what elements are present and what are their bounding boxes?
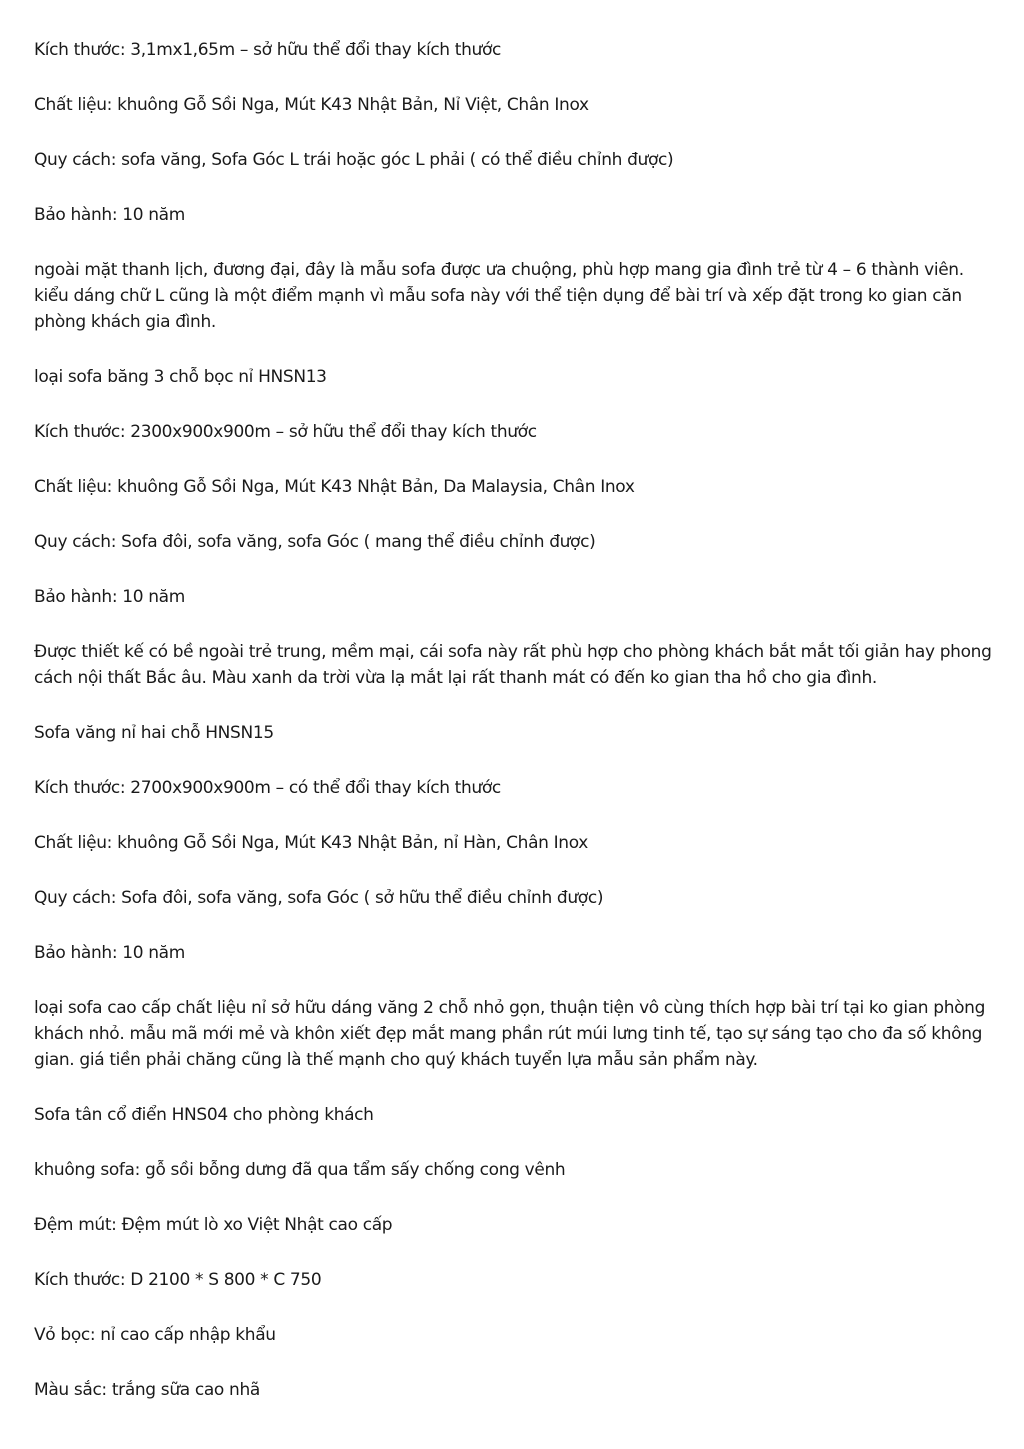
document-body	[34, 37, 994, 1432]
paragraph: Quy cách: sofa văng, Sofa Góc L trái hoặc góc L phải ( có thể điều chỉnh được)	[34, 150, 674, 170]
paragraph: Bảo hành: 10 năm	[34, 587, 185, 607]
paragraph: Sofa tân cổ điển HNS04 cho phòng khách	[34, 1105, 374, 1125]
paragraph: ngoài mặt thanh lịch, đương đại, đây là mẫu sofa được ưa chuộng, phù hợp mang gia đình trẻ từ 4 – 6 thành viên. kiểu dáng chữ L cũng là một điểm mạnh vì mẫu sofa này với thể tiện dụng để bài trí và xếp đặt trong ko gian căn phòng khách gia đình.	[34, 260, 964, 332]
paragraph: Bảo hành: 10 năm	[34, 205, 185, 225]
paragraph: Vỏ bọc: nỉ cao cấp nhập khẩu	[34, 1325, 276, 1345]
paragraph: Quy cách: Sofa đôi, sofa văng, sofa Góc ( sở hữu thể điều chỉnh được)	[34, 888, 604, 908]
paragraph: Chất liệu: khuông Gỗ Sồi Nga, Mút K43 Nhật Bản, Nỉ Việt, Chân Inox	[34, 95, 589, 115]
paragraph: Chất liệu: khuông Gỗ Sồi Nga, Mút K43 Nhật Bản, Da Malaysia, Chân Inox	[34, 477, 635, 497]
paragraph: Bảo hành: 10 năm	[34, 943, 185, 963]
paragraph: Sofa văng nỉ hai chỗ HNSN15	[34, 723, 274, 743]
paragraph: Kích thước: 2300x900x900m – sở hữu thể đổi thay kích thước	[34, 422, 537, 442]
paragraph: Màu sắc: trắng sữa cao nhã	[34, 1380, 260, 1400]
paragraph: loại sofa băng 3 chỗ bọc nỉ HNSN13	[34, 367, 327, 387]
paragraph: Đệm mút: Đệm mút lò xo Việt Nhật cao cấp	[34, 1215, 393, 1235]
paragraph: Quy cách: Sofa đôi, sofa văng, sofa Góc ( mang thể điều chỉnh được)	[34, 532, 596, 552]
paragraph: Được thiết kế có bề ngoài trẻ trung, mềm mại, cái sofa này rất phù hợp cho phòng khách bắt mắt tối giản hay phong cách nội thất Bắc âu. Màu xanh da trời vừa lạ mắt lại rất thanh mát có đến ko gian tha hồ cho gia đình.	[34, 642, 992, 688]
paragraph: Kích thước: D 2100 * S 800 * C 750	[34, 1270, 322, 1290]
paragraph: loại sofa cao cấp chất liệu nỉ sở hữu dáng văng 2 chỗ nhỏ gọn, thuận tiện vô cùng thích hợp bài trí tại ko gian phòng khách nhỏ. mẫu mã mới mẻ và khôn xiết đẹp mắt mang phần rút múi lưng tinh tế, tạo sự sáng tạo cho đa số không gian. giá tiền phải chăng cũng là thế mạnh cho quý khách tuyển lựa mẫu sản phẩm này.	[34, 998, 986, 1070]
paragraph: Kích thước: 2700x900x900m – có thể đổi thay kích thước	[34, 778, 501, 798]
paragraph: Kích thước: 3,1mx1,65m – sở hữu thể đổi thay kích thước	[34, 40, 502, 60]
paragraph: Chất liệu: khuông Gỗ Sồi Nga, Mút K43 Nhật Bản, nỉ Hàn, Chân Inox	[34, 833, 588, 853]
paragraph: khuông sofa: gỗ sồi bỗng dưng đã qua tẩm sấy chống cong vênh	[34, 1160, 566, 1180]
